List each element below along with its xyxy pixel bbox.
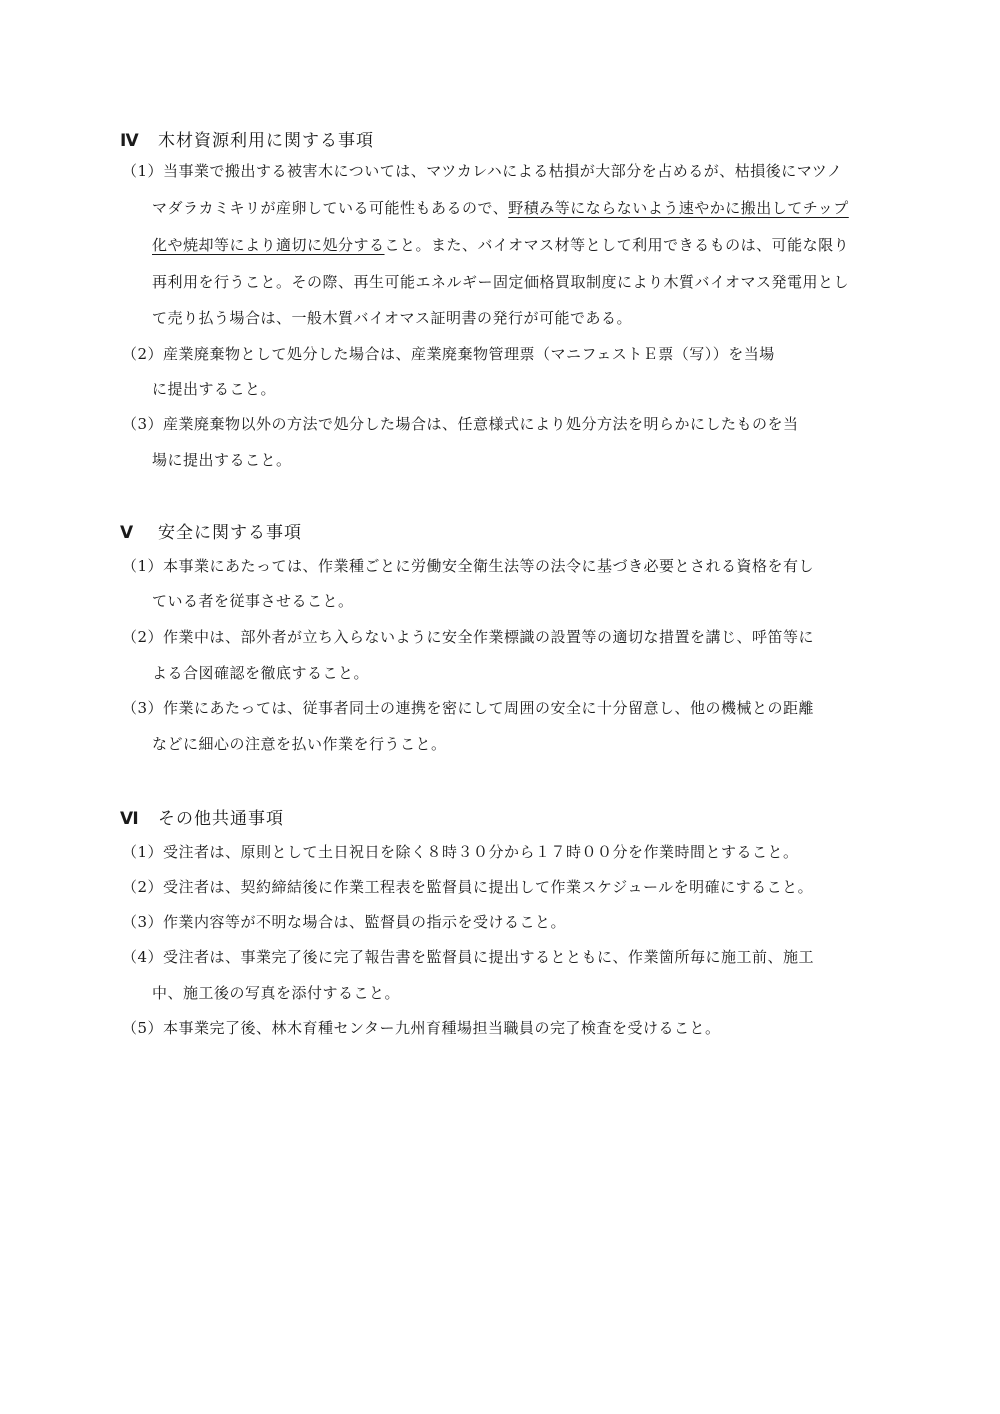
paragraph-line: （1）当事業で搬出する被害木については、マツカレハによる枯損が大部分を占めるが、枯損後にマツノ (122, 162, 843, 180)
paragraph-line (152, 197, 849, 218)
paragraph-line: よる合図確認を徹底すること。 (152, 664, 370, 682)
underlined-text: 野積み等にならないよう速やかに搬出してチップ (508, 199, 849, 217)
paragraph-line: などに細心の注意を払い作業を行うこと。 (152, 735, 447, 753)
paragraph-text: こと。また、バイオマス材等として利用できるものは、可能な限り (384, 236, 850, 254)
paragraph-line: （4）受注者は、事業完了後に完了報告書を監督員に提出するとともに、作業箇所毎に施工前、施工 (122, 948, 815, 966)
section-heading-6 (120, 804, 284, 829)
underlined-text: 化や焼却等により適切に処分する (152, 236, 385, 254)
paragraph-text: マダラカミキリが産卵している可能性もあるので、 (152, 199, 509, 217)
paragraph-line: （2）産業廃棄物として処分した場合は、産業廃棄物管理票（マニフェストＥ票（写））を当場 (122, 345, 775, 363)
section-title: 安全に関する事項 (158, 523, 302, 543)
paragraph-line: 場に提出すること。 (152, 451, 292, 469)
section-heading-5 (120, 518, 302, 543)
paragraph-line: （1）受注者は、原則として土日祝日を除く８時３０分から１７時００分を作業時間とすること。 (122, 843, 799, 861)
paragraph-line: に提出すること。 (152, 380, 277, 398)
paragraph-line: 中、施工後の写真を添付すること。 (152, 984, 401, 1002)
section-numeral: Ⅳ (120, 131, 140, 151)
paragraph-line: 再利用を行うこと。その際、再生可能エネルギー固定価格買取制度により木質バイオマス発電用とし (152, 273, 850, 291)
paragraph-line: ている者を従事させること。 (152, 592, 354, 610)
paragraph-line: （5）本事業完了後、林木育種センター九州育種場担当職員の完了検査を受けること。 (122, 1019, 721, 1037)
section-title: その他共通事項 (158, 809, 284, 829)
paragraph-line: （3）産業廃棄物以外の方法で処分した場合は、任意様式により処分方法を明らかにしたものを当 (122, 415, 799, 433)
section-numeral: Ⅵ (120, 809, 140, 829)
section-numeral: Ⅴ (120, 523, 135, 543)
paragraph-line: （2）受注者は、契約締結後に作業工程表を監督員に提出して作業スケジュールを明確にすること。 (122, 878, 814, 896)
paragraph-line (152, 234, 849, 255)
paragraph-line: （3）作業内容等が不明な場合は、監督員の指示を受けること。 (122, 913, 567, 931)
section-title: 木材資源利用に関する事項 (158, 131, 374, 151)
paragraph-line: （1）本事業にあたっては、作業種ごとに労働安全衛生法等の法令に基づき必要とされる資格を有し (122, 557, 815, 575)
paragraph-line: て売り払う場合は、一般木質バイオマス証明書の発行が可能である。 (152, 309, 633, 327)
section-heading-4 (120, 126, 374, 151)
paragraph-line: （3）作業にあたっては、従事者同士の連携を密にして周囲の安全に十分留意し、他の機械との距離 (122, 699, 815, 717)
paragraph-line: （2）作業中は、部外者が立ち入らないように安全作業標識の設置等の適切な措置を講じ、呼笛等に (122, 628, 815, 646)
